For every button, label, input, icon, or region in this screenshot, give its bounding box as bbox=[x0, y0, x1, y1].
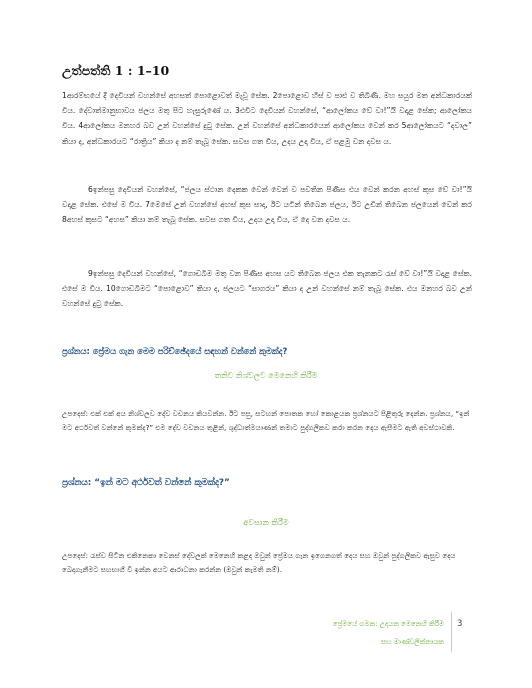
instructions-1: උපදෙස්: එක් එක් අය නිශ්චලව දේව වචනය කියවන්න. ඊට පසු, සටහන් පොතක හෝ කොළයක ප්‍රශ්නයට පිළිතුරු දෙන්න. ප්‍රශ්නය, “ඉන් මට අර්ථවත් වන්නේ කුමක්ද?” එම දේව වචනය තුළින්, ශුද්ධාත්මයාණන් තමාට පුද්ගලිකව කරා කරන දෙය ඇසීමට ඇති අවස්ථාවකි. bbox=[62, 409, 470, 432]
instructions-2: උපදෙස්: රැස්ව සිටින එකිනෙකා වෙනස් දේවලක් මෙනෙහි කළද ඔවුන් ප්‍රේමය ගැන ඉගෙනගත් දෙය සහ ඔවුන් පුද්ගලිකව ඇසුව දෙය බෙදාගැනීමට සහභාගී වී ඉන්න අයට ආරාධනා කරන්න (ඔවුන් කැමති නම්). bbox=[62, 551, 456, 574]
section-subheading-2: අවසාන කිරීම bbox=[243, 518, 289, 527]
question-1: ප්‍රශ්නය: ප්‍රේමය ගැන මෙම පරිච්ඡේදයේ සඳහන් වන්නේ කුමක්ද? bbox=[62, 346, 288, 356]
page-number: 3 bbox=[457, 619, 463, 629]
section-subheading-1: තනිව නිශ්චලව මෙනෙහි කිරීම bbox=[214, 371, 318, 380]
scripture-paragraph-1: 1ආරම්භයේ දී දෙවියන් වහන්සේ අහසත් පොළොවත් මැවූ සේක. 2පොළොව හිස් ව පාළු ව තිබිණි. මහ සයුර මත අන්ධකාරයක් විය. දේවාත්මානුභාවය ජලය මතු පිට හැසුරුණේ ය. 3එවිට දෙවියන් වහන්සේ, “ආලෝකය වේ වා!”යි වදාළ සේක; ආලෝකය විය. 4ආලෝකය මනහර බව උන් වහන්සේ දුටු සේක. උන් වහන්සේ අන්ධකාරයෙන් ආලෝකය වෙන් කර 5ආලෝකයට “දවාල” කියා ද, අන්ධකාරයට “රාත්‍රිය” කියා ද නම් තැබූ සේක. සවස ගත විය, උදය උදා විය, ඒ පළමු වන දවස ය. bbox=[62, 91, 472, 146]
footer-subtitle: සහ මාණ්ඩලික්නායක bbox=[381, 638, 444, 646]
question-2: ප්‍රශ්නය: “ඉන් මට අර්ථවත් වන්නේ කුමක්ද?” bbox=[62, 478, 230, 488]
scripture-paragraph-2: 6ඉන්පසු දෙවියන් වහන්සේ, “ජලය ස්ථාන දෙකක වෙන් වෙන් ව පවතින පිණිස එය වෙන් කරන අහස් කුස වේ වා!”යි වදාළ සේක. එසේ ම විය. 7මෙසේ උන් වහන්සේ අහස් කුස සාදා, ඊට යටින් තිබෙන ජලය, ඊට උඩින් තිබෙන ජලයෙන් වෙන් කර 8අහස් කුසට “අහස” කියා නම් තැබූ සේක. සවස ගත විය, උදය උදා විය, ඒ දෙ වන දවස ය. bbox=[62, 185, 472, 225]
passage-heading: උත්පත්ති 1 : 1–10 bbox=[62, 63, 170, 78]
footer-title: ප්‍රේමයේ ගමන: උදයන මෙනෙහි කිරීම bbox=[332, 620, 444, 628]
footer-divider bbox=[451, 612, 452, 652]
scripture-paragraph-3: 9ඉන්පසු දෙවියන් වහන්සේ, “ගොඩබිම මතු වන පිණිස අහස යට තිබෙන ජලය එක තැනකට රැස් වේ වා!”යි වදාළ සේක. එසේ ම විය. 10ගොඩබිමට “පොළොව” කියා ද, ජලයට “සාගරය” කියා ද උන් වහන්සේ නම් තැබූ සේක. එය මනහර බව උන් වහන්සේ දුටු සේක. bbox=[62, 269, 472, 309]
